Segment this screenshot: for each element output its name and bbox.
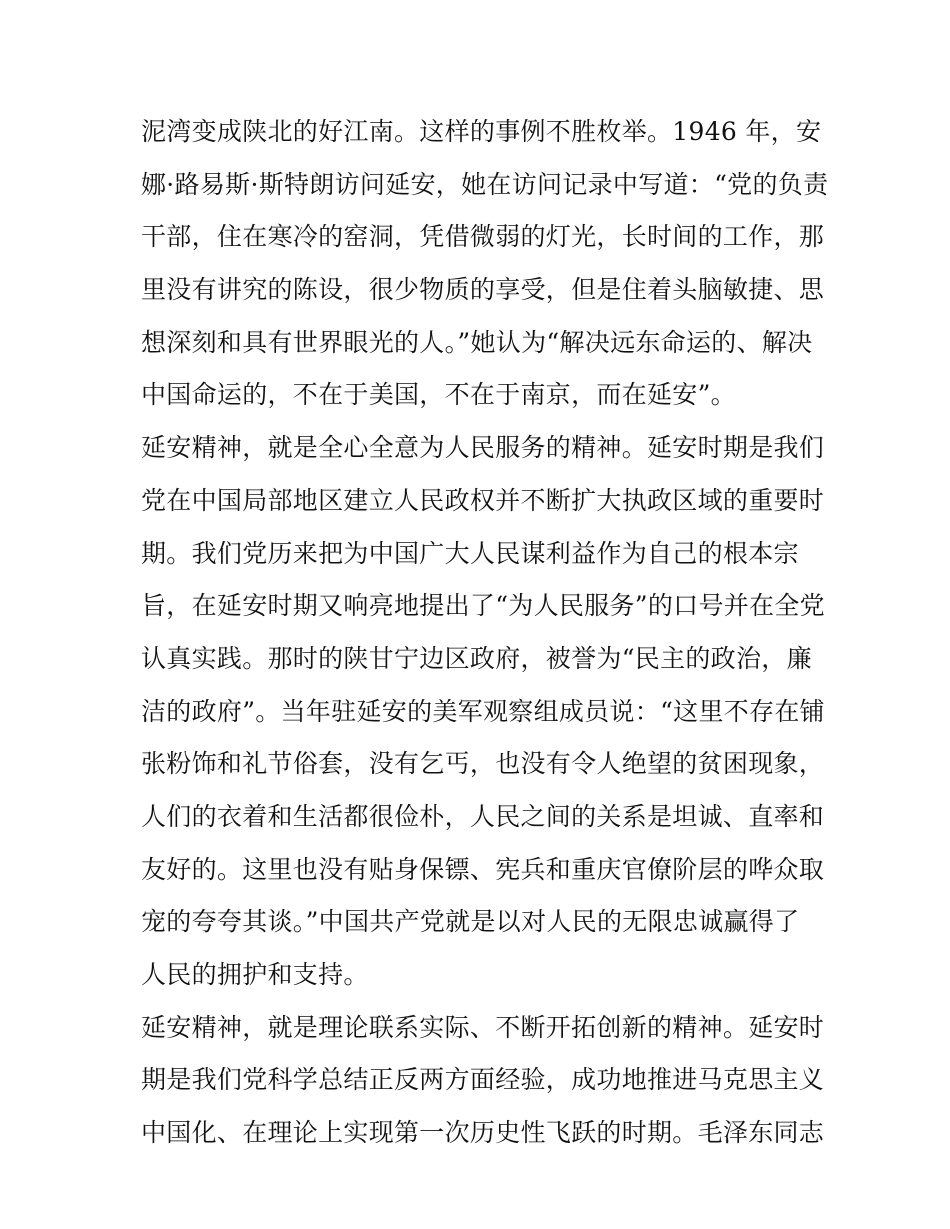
text-line: 干部，住在寒冷的窑洞，凭借微弱的灯光，长时间的工作，那 [141, 222, 825, 252]
text-line: 娜·路易斯·斯特朗访问延安，她在访问记录中写道：“党的负责 [141, 169, 829, 199]
text-line: 宠的夸夸其谈。”中国共产党就是以对人民的无限忠诚赢得了 [141, 907, 800, 937]
text-line: 期是我们党科学总结正反两方面经验，成功地推进马克思主义 [141, 1065, 825, 1095]
text-line: 旨，在延安时期又响亮地提出了“为人民服务”的口号并在全党 [141, 591, 825, 621]
document-body [141, 106, 829, 1160]
text-line: 张粉饰和礼节俗套，没有乞丐，也没有令人绝望的贫困现象， [141, 749, 825, 779]
text-line: 洁的政府”。当年驻延安的美军观察组成员说：“这里不存在铺 [141, 696, 825, 726]
text-line: 里没有讲究的陈设，很少物质的享受，但是住着头脑敏捷、思 [141, 275, 825, 305]
text-line: 延安精神，就是理论联系实际、不断开拓创新的精神。延安时 [141, 1012, 825, 1042]
text-line: 认真实践。那时的陕甘宁边区政府，被誉为“民主的政治，廉 [141, 643, 812, 673]
text-line: 人们的衣着和生活都很俭朴，人民之间的关系是坦诚、直率和 [141, 801, 825, 831]
text-line: 中国命运的，不在于美国，不在于南京，而在延安”。 [141, 380, 736, 410]
text-line: 中国化、在理论上实现第一次历史性飞跃的时期。毛泽东同志 [141, 1118, 825, 1148]
text-line: 党在中国局部地区建立人民政权并不断扩大执政区域的重要时 [141, 485, 825, 515]
text-line: 期。我们党历来把为中国广大人民谋利益作为自己的根本宗 [141, 538, 799, 568]
text-line: 延安精神，就是全心全意为人民服务的精神。延安时期是我们 [141, 433, 825, 463]
text-line: 友好的。这里也没有贴身保镖、宪兵和重庆官僚阶层的哗众取 [141, 854, 825, 884]
text-line: 人民的拥护和支持。 [141, 960, 369, 989]
text-line: 泥湾变成陕北的好江南。这样的事例不胜枚举。1946 年，安 [141, 117, 822, 146]
text-line: 想深刻和具有世界眼光的人。”她认为“解决远东命运的、解决 [141, 327, 813, 357]
